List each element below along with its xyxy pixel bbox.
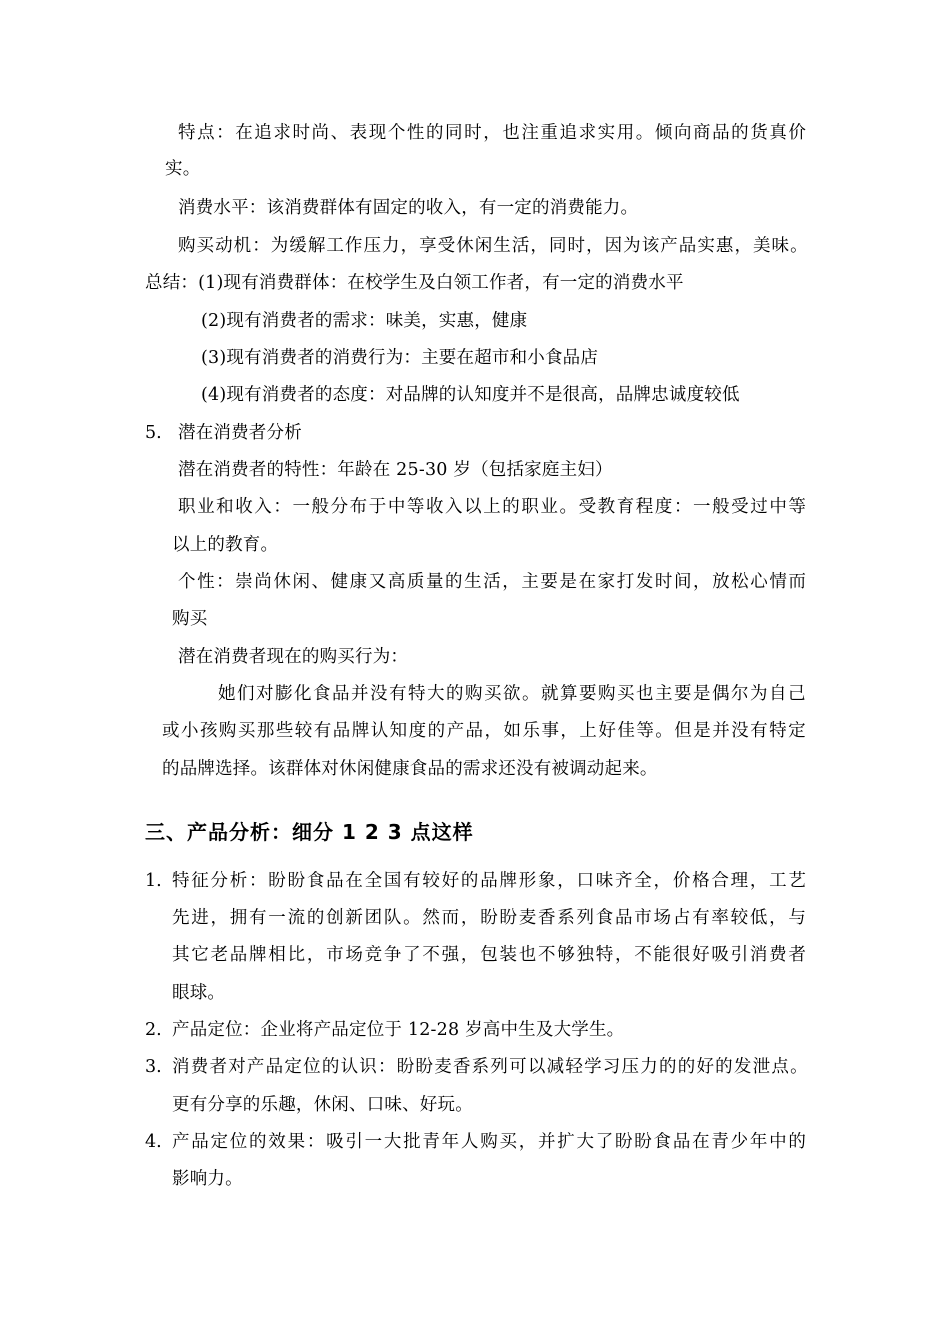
item-4-number: 4.	[145, 1132, 162, 1152]
purchase-motive: 购买动机：为缓解工作压力，享受休闲生活，同时，因为该产品实惠，美味。	[178, 236, 809, 256]
job-income-line-2: 以上的教育。	[172, 535, 279, 555]
behavior-line-2: 或小孩购买那些较有品牌认知度的产品，如乐事，上好佳等。但是并没有特定	[162, 721, 808, 741]
summary-item-3: (3)现有消费者的消费行为：主要在超市和小食品店	[201, 348, 599, 368]
section-3-heading: 三、产品分析：细分 1 2 3 点这样	[145, 820, 474, 844]
behavior-line-3: 的品牌选择。该群体对休闲健康食品的需求还没有被调动起来。	[162, 759, 658, 779]
consumption-level: 消费水平：该消费群体有固定的收入，有一定的消费能力。	[178, 198, 639, 218]
item-3-line-1: 消费者对产品定位的认识：盼盼麦香系列可以减轻学习压力的的好的发泄点。	[172, 1057, 809, 1077]
summary-item-4: (4)现有消费者的态度：对品牌的认知度并不是很高，品牌忠诚度较低	[201, 385, 740, 405]
summary-item-2: (2)现有消费者的需求：味美，实惠，健康	[201, 311, 528, 331]
traits-line-2: 实。	[165, 159, 201, 179]
item-1-number: 1.	[145, 871, 162, 891]
item-1-line-3: 其它老品牌相比，市场竞争了不强，包装也不够独特，不能很好吸引消费者	[172, 945, 808, 965]
potential-traits: 潜在消费者的特性：年龄在 25-30 岁（包括家庭主妇）	[178, 460, 613, 480]
item-3-number: 3.	[145, 1057, 162, 1077]
item-2-number: 2.	[145, 1020, 162, 1040]
personality-line-2: 购买	[172, 609, 208, 629]
personality-line-1: 个性：崇尚休闲、健康又高质量的生活，主要是在家打发时间，放松心情而	[178, 572, 808, 592]
section-5-number: 5.	[145, 423, 162, 443]
item-1-line-4: 眼球。	[172, 983, 226, 1003]
section-5-title: 潜在消费者分析	[178, 423, 302, 443]
behavior-line-1: 她们对膨化食品并没有特大的购买欲。就算要购买也主要是偶尔为自己	[218, 684, 807, 704]
item-1-line-2: 先进，拥有一流的创新团队。然而，盼盼麦香系列食品市场占有率较低，与	[172, 908, 808, 928]
item-4-line-2: 影响力。	[172, 1169, 243, 1189]
item-3-line-2: 更有分享的乐趣，休闲、口味、好玩。	[172, 1095, 473, 1115]
behavior-label: 潜在消费者现在的购买行为：	[178, 647, 409, 667]
item-2-line-1: 产品定位：企业将产品定位于 12-28 岁高中生及大学生。	[172, 1020, 625, 1040]
job-income-line-1: 职业和收入：一般分布于中等收入以上的职业。受教育程度：一般受过中等	[178, 497, 808, 517]
summary-item-1: 总结：(1)现有消费群体：在校学生及白领工作者，有一定的消费水平	[145, 273, 684, 293]
traits-line-1: 特点：在追求时尚、表现个性的同时，也注重追求实用。倾向商品的货真价	[178, 123, 808, 143]
item-4-line-1: 产品定位的效果：吸引一大批青年人购买，并扩大了盼盼食品在青少年中的	[172, 1132, 808, 1152]
item-1-line-1: 特征分析：盼盼食品在全国有较好的品牌形象，口味齐全，价格合理，工艺	[172, 871, 808, 891]
